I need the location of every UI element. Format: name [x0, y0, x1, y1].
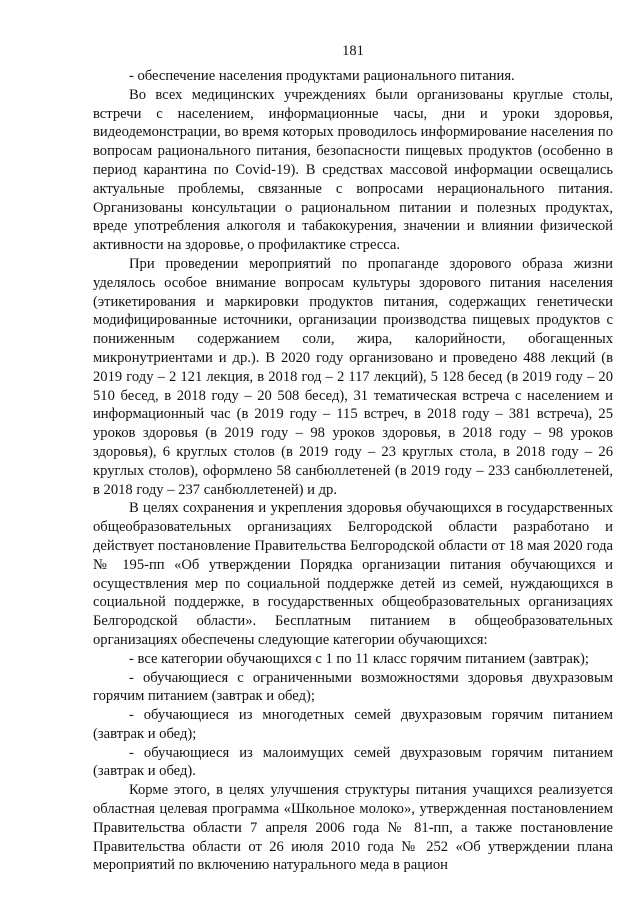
paragraph-healthy-lifestyle-events: При проведении мероприятий по пропаганде здорового образа жизни уделялось особое внимание вопросам культуры здорового питания населения (этикетирования и маркировки продуктов питания, содержащих генетически модифицированные источники, организации производства пищевых продуктов с пониженным содержанием соли, жира, калорийности, обогащенных микронутриентами и др.). В 2020 году организовано и проведено 488 лекций (в 2019 году – 2 121 лекция, в 2018 год – 2 117 лекций), 5 128 бесед (в 2019 году – 20 510 бесед, в 2018 году – 20 508 бесед), 31 тематическая встреча с населением и информационный час (в 2019 году – 115 встреч, в 2018 году – 381 встреча), 25 уроков здоровья (в 2019 году – 98 уроков здоровья, в 2018 году – 98 уроков здоровья), 6 круглых столов (в 2019 году – 23 круглых стола, в 2018 году – 26 круглых столов), оформлено 58 санбюллетеней (в 2019 году – 233 санбюллетеней, в 2018 году – 237 санбюллетеней) и др.: [93, 255, 613, 498]
page-number: 181: [342, 43, 364, 59]
paragraph-medical-institutions: Во всех медицинских учреждениях были организованы круглые столы, встречи с населением, информационные часы, дни и уроки здоровья, видеодемонстрации, во время которых проводилось информирование населения по вопросам рационального питания, безопасности пищевых продуктов (особенно в период карантина по Covid-19). В средствах массовой информации освещались актуальные проблемы, связанные с вопросами нерационального питания. Организованы консультации о рациональном питании и полезных продуктах, вреде употребления алкоголя и табакокурения, значении и влиянии физической активности на здоровье, о профилактике стресса.: [93, 86, 613, 254]
list-item-all-students: - все категории обучающихся с 1 по 11 класс горячим питанием (завтрак);: [129, 650, 589, 667]
document-page: [93, 0, 613, 905]
paragraph-school-milk-program: Корме этого, в целях улучшения структуры питания учащихся реализуется областная целевая программа «Школьное молоко», утвержденная постановлением Правительства области 7 апреля 2006 года № 81-пп, а также постановление Правительства области от 26 июля 2010 года № 252 «Об утверждении плана мероприятий по включению натурального меда в рацион: [93, 782, 613, 874]
paragraph-school-nutrition-decree: В целях сохранения и укрепления здоровья обучающихся в государственных общеобразовательных организациях Белгородской области разработано и действует постановление Правительства Белгородской области от 18 мая 2020 года № 195-пп «Об утверждении Порядка организации питания обучающихся и осуществления мер по социальной поддержке детей из семей, нуждающихся в социальной поддержке, в государственных общеобразовательных организациях Белгородской области». Бесплатным питанием в общеобразовательных организациях обеспечены следующие категории обучающихся:: [93, 500, 613, 648]
document-body: [93, 67, 613, 875]
paragraph-food-provision: - обеспечение населения продуктами рационального питания.: [129, 68, 515, 84]
list-item-low-income-families: - обучающиеся из малоимущих семей двухразовым горячим питанием (завтрак и обед).: [93, 744, 613, 780]
list-item-large-families: - обучающиеся из многодетных семей двухразовым горячим питанием (завтрак и обед);: [93, 707, 613, 742]
list-item-disabled-students: - обучающиеся с ограниченными возможностями здоровья двухразовым горячим питанием (завтрак и обед);: [93, 669, 613, 705]
